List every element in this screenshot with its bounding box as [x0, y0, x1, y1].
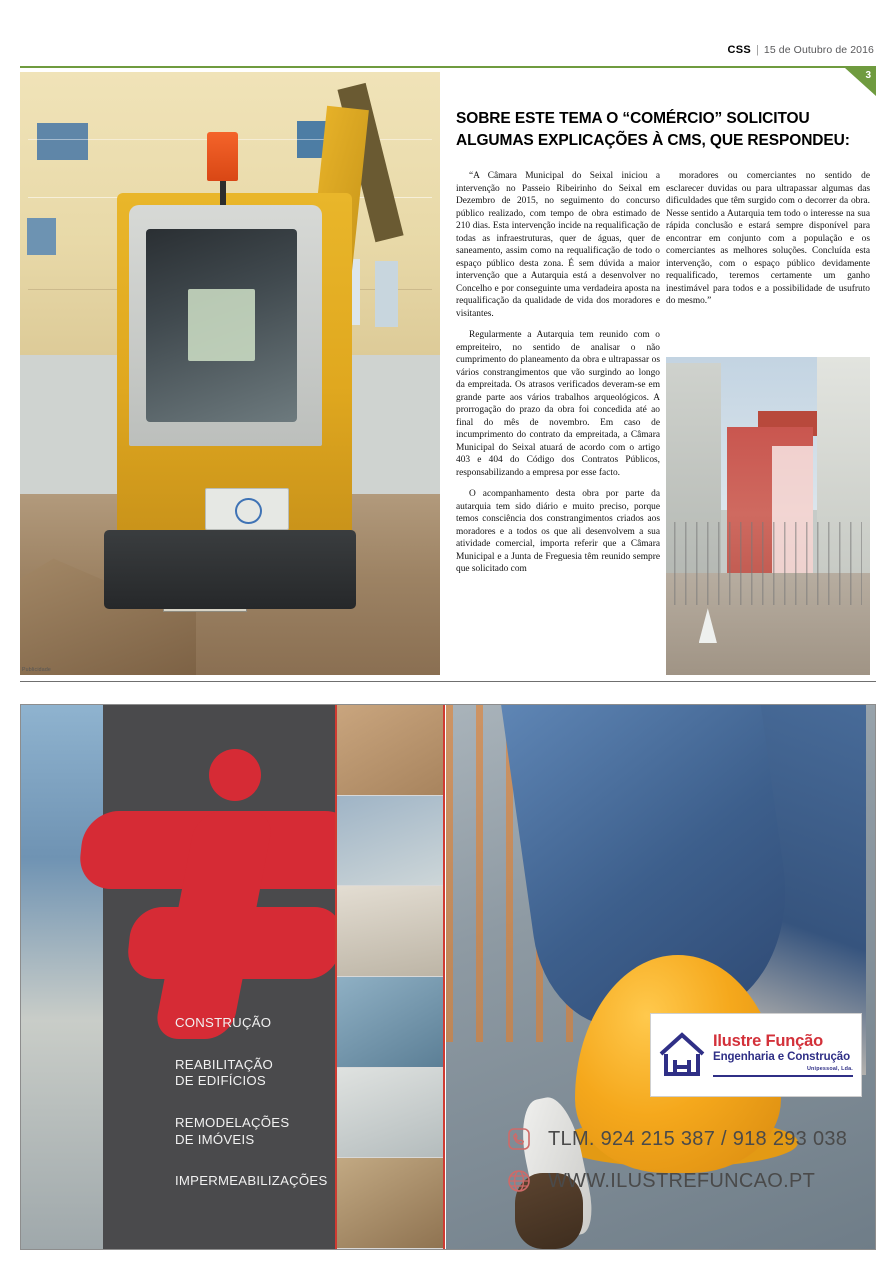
article-column-2: [666, 170, 870, 317]
contact-row-phone[interactable]: [506, 1126, 866, 1152]
thumbnail: [337, 977, 443, 1068]
paragraph: Regularmente a Autarquia tem reunido com o empreiteiro, no sentido de analisar o não cumprimento do planeamento da obra e ultrapassar os vários constrangimentos que vão surgindo ao longo da empreitada. Os atrasos verificados deveram-se em grande parte aos vários trabalhos arqueológicos. A prorrogação do prazo da obra foi concedida até ao final do mês de novembro. Em caso de incumprimento do contrato da empreitada, a Câmara Municipal do Seixal atuará de acordo com o artigo 403 e 404 do Código dos Contratos Públicos, responsabilizando a empresa por esse facto.: [456, 330, 660, 478]
advert-contact-block: [506, 1126, 866, 1194]
thumbnail: [337, 1158, 443, 1249]
phone-number: TLM. 924 215 387 / 918 293 038: [548, 1127, 848, 1150]
house-icon: [657, 1030, 707, 1080]
masthead-inner: [728, 44, 877, 56]
paragraph: O acompanhamento desta obra por parte da autarquia tem sido diário e muito preciso, porque temos consciência dos constrangimentos criados aos moradores e a todos os que ali desenvolvem a sua atividade comercial, importa referir que a Câmara Municipal e a Junta de Freguesia têm reunido sempre que solicitado com: [456, 489, 660, 574]
paragraph: “A Câmara Municipal do Seixal iniciou a intervenção no Passeio Ribeirinho do Seixal em Dezembro de 2015, no seguimento do concurso público realizado, com tempo de obra estimado de 210 dias. Esta intervenção incide na requalificação de todas as infraestruturas, quer de águas, quer de saneamento, assim como na requalificação de todo o espaço público desta zona. É sem dúvida a maior intervenção que a Autarquia está a desenvolver no Concelho e por conseguinte uma verdadeira aposta na requalificação da qualidade de vida dos moradores e visitantes.: [456, 171, 660, 319]
article-column-1: [456, 170, 660, 585]
excavator-glass-reflection: [188, 289, 255, 361]
website-url: WWW.ILUSTREFUNCAO.PT: [548, 1169, 816, 1192]
if-logo-f-crossbar: [125, 907, 345, 979]
advert-rule: [20, 681, 876, 682]
masthead-separator: |: [756, 44, 759, 56]
thumbnail: [337, 886, 443, 977]
thumbnail: [337, 796, 443, 887]
publication-brand: CSS: [727, 44, 752, 56]
service-line: DE IMÓVEIS: [175, 1131, 255, 1147]
contact-row-website[interactable]: [506, 1168, 866, 1194]
article-headline: SOBRE ESTE TEMA O “COMÉRCIO” SOLICITOU ALGUMAS EXPLICAÇÕES À CMS, QUE RESPONDEU:: [456, 110, 850, 149]
thumbnail: [337, 705, 443, 796]
excavator-beacon-light: [207, 132, 239, 180]
header-rule: [20, 66, 876, 68]
excavator-track: [104, 530, 356, 608]
if-logo-dot: [209, 749, 261, 801]
service-line: DE EDIFÍCIOS: [175, 1073, 266, 1089]
page-number: 3: [865, 70, 871, 81]
company-logo-text: [713, 1033, 853, 1077]
service-line: REMODELAÇÕES: [175, 1114, 290, 1130]
company-name: Ilustre Função: [713, 1031, 823, 1050]
company-logo-block: [650, 1013, 862, 1097]
service-item-impermeabilizacoes: IMPERMEABILIZAÇÕES: [175, 1173, 328, 1189]
advert-label: Publicidade: [22, 667, 52, 673]
article-photo-excavator: [20, 72, 440, 675]
advert-thumbnail-strip: [335, 705, 445, 1249]
globe-icon: [506, 1168, 532, 1194]
excavator-certification-sticker: [205, 488, 289, 530]
badge-triangle: [845, 68, 876, 96]
advert-dark-panel: [103, 705, 335, 1249]
masthead: [20, 44, 876, 66]
thumbnail: [337, 1068, 443, 1159]
street-safety-fence: [674, 522, 862, 605]
publication-date: 15 de Outubro de 2016: [763, 44, 874, 56]
article-photo-street: [666, 357, 870, 675]
service-line: REABILITAÇÃO: [175, 1056, 274, 1072]
advert-left-panel: [21, 705, 446, 1249]
paragraph: moradores ou comerciantes no sentido de esclarecer duvidas ou para ultrapassar algumas das dificuldades que têm surgido com o decorrer da obra. Nesse sentido a Autarquia tem todo o interesse na sua rápida conclusão e estará sempre disponível para encontrar em conjunto com a população e os comerciantes as melhores soluções. Concluída esta intervenção, com o espaço público devidamente requalificado, teremos certamente um ganho inestimável para todos e a possibilidade de usufruto do mesmo.”: [666, 171, 870, 306]
company-tagline: Engenharia e Construção: [713, 1051, 851, 1064]
logo-underline: [713, 1075, 853, 1077]
company-legal-form: Unipessoal, Lda.: [806, 1065, 853, 1072]
phone-icon: [506, 1126, 532, 1152]
if-monogram-logo: [63, 749, 363, 1049]
service-item-construcao: CONSTRUÇÃO: [175, 1015, 272, 1030]
page-number-badge: [845, 68, 876, 96]
